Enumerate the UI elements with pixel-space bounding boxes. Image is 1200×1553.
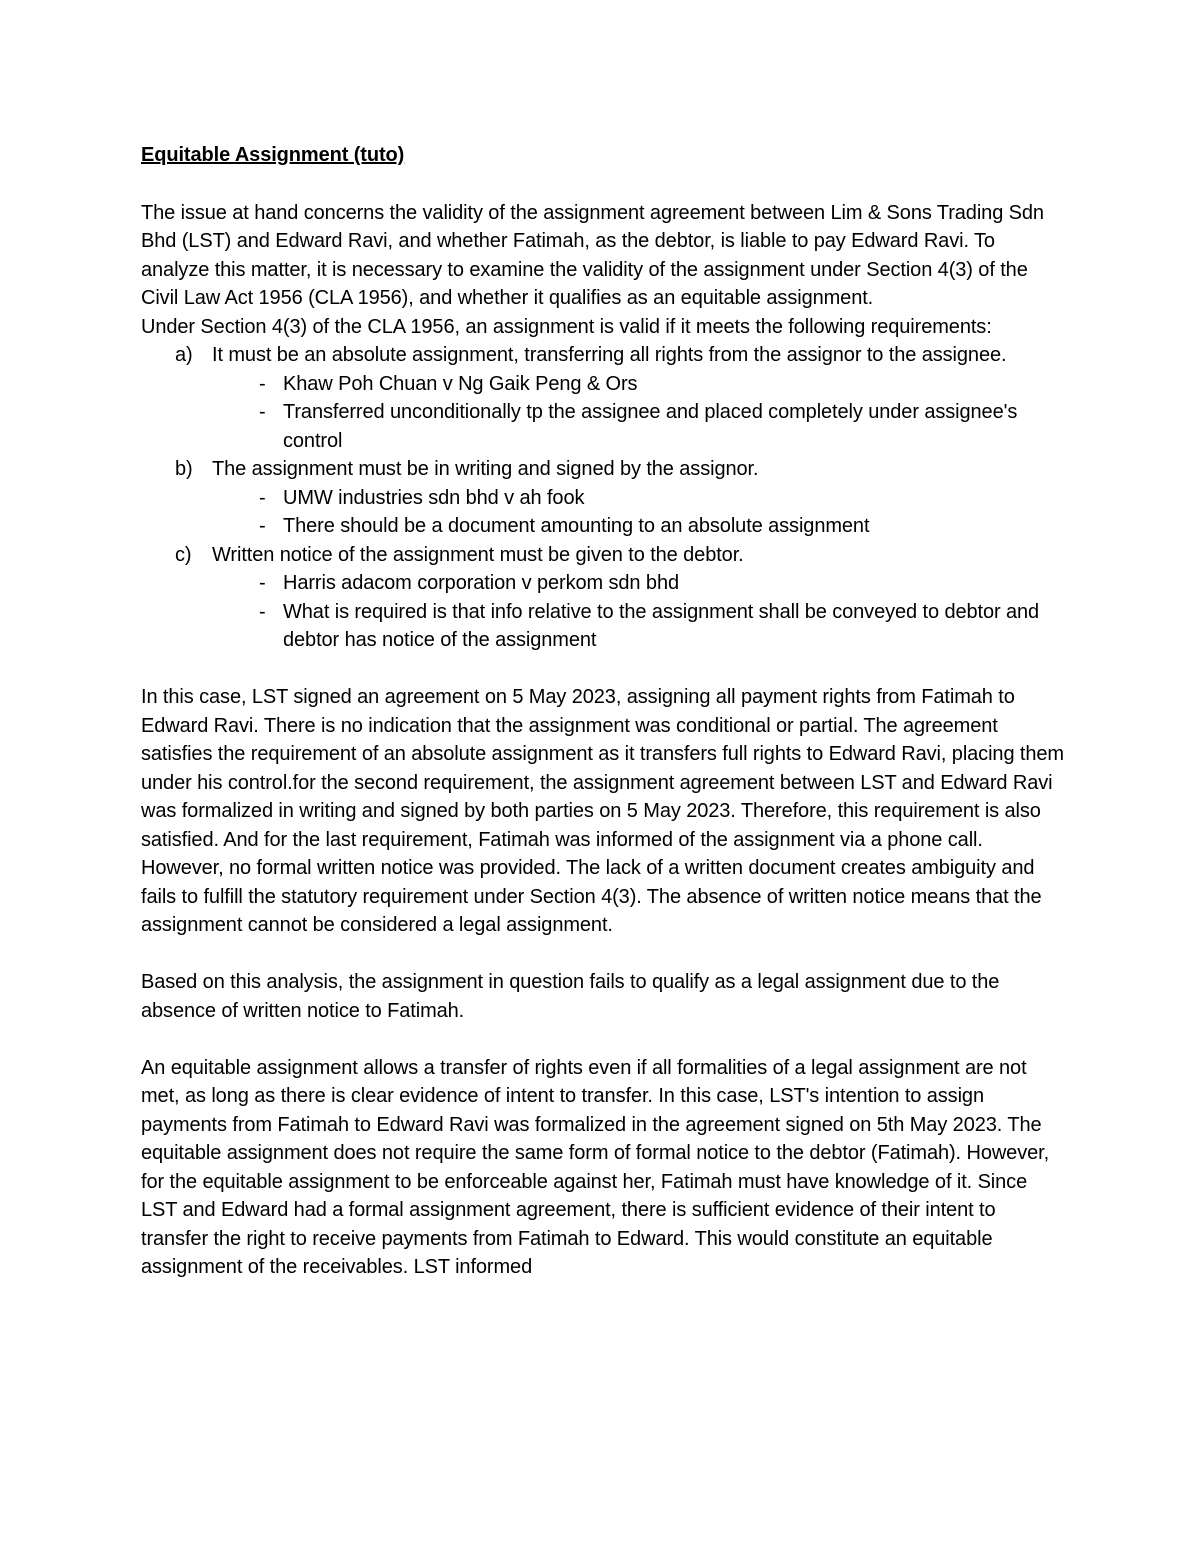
paragraph-spacer [141,940,1066,969]
case-text: Harris adacom corporation v perkom sdn bhd [283,572,679,594]
case-item [212,569,1066,598]
requirement-text: It must be an absolute assignment, transferring all rights from the assignor to the assignee. [212,344,1007,366]
case-text: Transferred unconditionally tp the assignee and placed completely under assignee's control [283,401,1018,452]
requirement-item [141,455,1066,541]
equitable-assignment-paragraph: An equitable assignment allows a transfer of rights even if all formalities of a legal assignment are not met, as long as there is clear evidence of intent to transfer. In this case, LST's intention to assign payments from Fatimah to Edward Ravi was formalized in the agreement signed on 5th May 2023. The equitable assignment does not require the same form of formal notice to the debtor (Fatimah). However, for the equitable assignment to be enforceable against her, Fatimah must have knowledge of it. Since LST and Edward had a formal assignment agreement, there is sufficient evidence of their intent to transfer the right to receive payments from Fatimah to Edward. This would constitute an equitable assignment of the receivables. LST informed [141,1056,1050,1278]
dash-bullet: - [259,401,266,423]
case-list [212,569,1066,655]
case-list [212,370,1066,456]
list-marker: c) [175,543,192,566]
case-item [212,512,1066,541]
case-item [212,598,1066,655]
paragraph-spacer [141,1025,1066,1054]
list-marker: b) [175,458,193,480]
case-item [212,484,1066,513]
dash-bullet: - [259,515,266,537]
requirement-text: Written notice of the assignment must be given to the debtor. [212,543,744,566]
case-text: What is required is that info relative to the assignment shall be conveyed to debtor and debtor has notice of the assignment [283,600,1040,651]
case-text: There should be a document amounting to an absolute assignment [283,515,870,537]
requirements-list [141,341,1066,655]
case-text: Khaw Poh Chuan v Ng Gaik Peng & Ors [283,372,638,395]
conclusion-paragraph: Based on this analysis, the assignment in question fails to qualify as a legal assignment due to the absence of written notice to Fatimah. [141,971,1000,1022]
case-list [212,484,1066,541]
dash-bullet: - [259,486,266,509]
document-body [141,141,1066,1282]
case-text: UMW industries sdn bhd v ah fook [283,486,585,509]
requirement-text: The assignment must be in writing and signed by the assignor. [212,458,759,480]
requirement-item [141,341,1066,455]
case-item [212,398,1066,455]
dash-bullet: - [259,572,266,594]
intro-paragraph: The issue at hand concerns the validity of the assignment agreement between Lim & Sons Trading Sdn Bhd (LST) and Edward Ravi, and whether Fatimah, as the debtor, is liable to pay Edward Ravi. To analyze this matter, it is necessary to examine the validity of the assignment under Section 4(3) of the Civil Law Act 1956 (CLA 1956), and whether it qualifies as an equitable assignment. [141,201,1044,309]
requirements-intro: Under Section 4(3) of the CLA 1956, an assignment is valid if it meets the following requirements: [141,315,992,338]
dash-bullet: - [259,372,266,395]
requirement-item [141,541,1066,655]
analysis-paragraph: In this case, LST signed an agreement on 5 May 2023, assigning all payment rights from Fatimah to Edward Ravi. There is no indication that the assignment was conditional or partial. The agreement satisfies the requirement of an absolute assignment as it transfers full rights to Edward Ravi, placing them under his control.for the second requirement, the assignment agreement between LST and Edward Ravi was formalized in writing and signed by both parties on 5 May 2023. Therefore, this requirement is also satisfied. And for the last requirement, Fatimah was informed of the assignment via a phone call. However, no formal written notice was provided. The lack of a written document creates ambiguity and fails to fulfill the statutory requirement under Section 4(3). The absence of written notice means that the assignment cannot be considered a legal assignment. [141,686,1064,936]
document-title: Equitable Assignment (tuto) [141,144,405,166]
paragraph-spacer [141,655,1066,684]
case-item [212,370,1066,399]
dash-bullet: - [259,600,266,623]
list-marker: a) [175,344,193,366]
